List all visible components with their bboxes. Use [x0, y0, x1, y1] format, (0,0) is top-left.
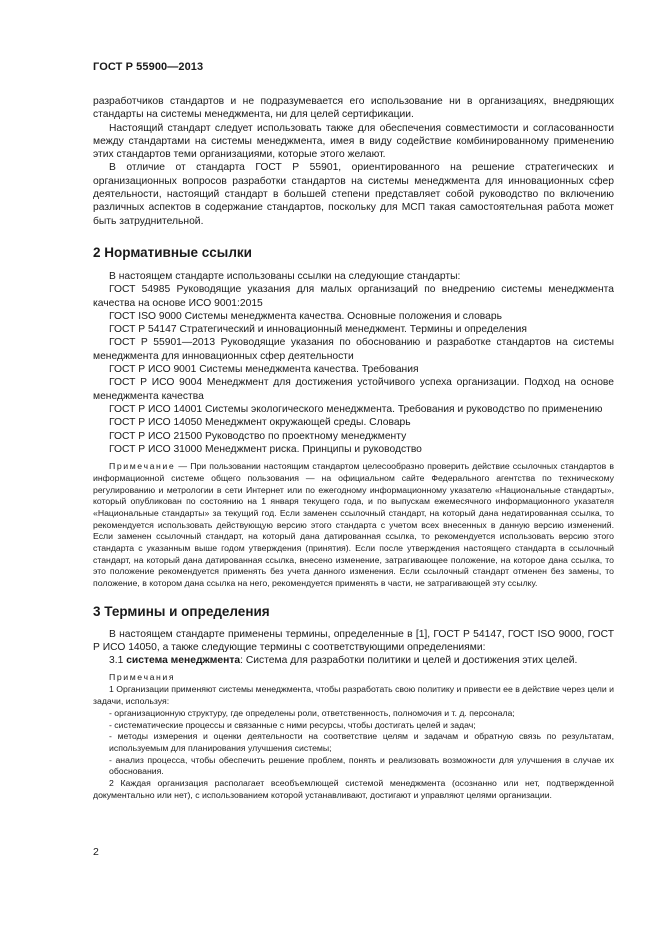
page-number: 2: [93, 846, 99, 858]
reference-item: ГОСТ Р ИСО 31000 Менеджмент риска. Принципы и руководство: [109, 443, 422, 455]
note-label: Примечание: [109, 461, 176, 472]
intro-paragraph: Настоящий стандарт следует использовать также для обеспечения совместимости и согласованности между стандартами на системы менеджмента, имея в виду содействие комбинированному применению этих стандартов теми организациями, которые этого желают.: [93, 122, 614, 161]
document-code-header: ГОСТ Р 55900—2013: [93, 61, 204, 73]
term-note-2: 2 Каждая организация располагает всеобъемлющей системой менеджмента (осознанно или нет, подтвержденной документально или нет), с использованием которой устанавливают, достигают и управляют целями организации.: [93, 778, 614, 800]
reference-item: ГОСТ Р ИСО 14050 Менеджмент окружающей среды. Словарь: [109, 417, 411, 429]
intro-paragraph: разработчиков стандартов и не подразумевается его использование ни в организациях, внедряющих стандарты на системы менеджмента, ни для целей сертификации.: [93, 96, 614, 121]
reference-item: ГОСТ ISO 9000 Системы менеджмента качества. Основные положения и словарь: [109, 310, 502, 322]
reference-item: ГОСТ Р ИСО 14001 Системы экологического менеджмента. Требования и руководство по применению: [109, 403, 603, 415]
note-list-item: - систематические процессы и связанные с ними ресурсы, чтобы достигать целей и задач;: [109, 719, 476, 730]
term-number: 3.1: [109, 655, 127, 667]
intro-paragraph: В отличие от стандарта ГОСТ Р 55901, ориентированного на решение стратегических и организационных вопросов разработки стандартов на системы менеджмента для инновационных сфер деятельности, настоящий стандарт в большей степени представляет собой руководство по включению различных аспектов в содержание стандартов, поскольку для МСП такая самостоятельная работа может быть затруднительной.: [93, 162, 614, 227]
section-heading-normative-references: 2 Нормативные ссылки: [93, 244, 252, 260]
note-text: — При пользовании настоящим стандартом целесообразно проверить действие ссылочных стандартов в информационной системе общего пользования — на официальном сайте Федерального агентства по техническому регулированию и метрологии в сети Интернет или по ежегодному информационному указателю «Национальные стандарты», который опубликован по состоянию на 1 января текущего года, и по выпускам ежемесячного информационного указателя «Национальные стандарты» за текущий год. Если заменен ссылочный стандарт, на который дана недатированная ссылка, то рекомендуется использовать действующую версию этого стандарта с учетом всех внесенных в данную версию изменений. Если заменен ссылочный стандарт, на который дана датированная ссылка, то рекомендуется использовать версию этого стандарта с указанным выше годом утверждения (принятия). Если после утверждения настоящего стандарта в ссылочный стандарт, на который дана датированная ссылка, внесено изменение, затрагивающее положение, на которое дана ссылка, то это положение рекомендуется применять без учета данного изменения. Если ссылочный стандарт отменен без замены, то положение, в котором дана ссылка на него, рекомендуется применять в части, не затрагивающей эту ссылку.: [93, 461, 614, 589]
note-list-item: - методы измерения и оценки деятельности на соответствие целям и задачам и обратную связь по результатам, используемым для планирования улучшения системы;: [109, 731, 614, 753]
references-lead: В настоящем стандарте использованы ссылки на следующие стандарты:: [109, 270, 461, 282]
reference-item: ГОСТ Р ИСО 9001 Системы менеджмента качества. Требования: [109, 364, 419, 376]
reference-item: ГОСТ Р 55901—2013 Руководящие указания по обоснованию и разработке стандартов на системы менеджмента для инновационных сфер деятельности: [93, 337, 614, 362]
term-text: : Система для разработки политики и целей и достижения этих целей.: [240, 655, 578, 667]
term-name: система менеджмента: [126, 655, 241, 667]
reference-item: ГОСТ Р 54147 Стратегический и инновационный менеджмент. Термины и определения: [109, 324, 528, 336]
reference-item: ГОСТ Р ИСО 21500 Руководство по проектному менеджменту: [109, 430, 407, 442]
references-note: [93, 461, 614, 590]
term-note-1: 1 Организации применяют системы менеджмента, чтобы разработать свою политику и привести ее в действие через цели и задачи, используя:: [93, 684, 614, 707]
page-content: [93, 95, 614, 801]
note-list-item: - организационную структуру, где определены роли, ответственность, полномочия и т. д. персонала;: [109, 707, 515, 718]
reference-item: ГОСТ 54985 Руководящие указания для малых организаций по внедрению системы менеджмента качества на основе ИСО 9001:2015: [93, 284, 614, 309]
terms-lead: В настоящем стандарте применены термины, определенные в [1], ГОСТ Р 54147, ГОСТ ISO 9000, ГОСТ Р ИСО 14050, а также следующие термины с соответствующими определениями:: [93, 628, 614, 654]
notes-label: Примечания: [109, 671, 176, 682]
reference-item: ГОСТ Р ИСО 9004 Менеджмент для достижения устойчивого успеха организации. Подход на основе менеджмента качества: [93, 377, 614, 402]
note-list-item: - анализ процесса, чтобы обеспечить решение проблем, понять и реализовать возможности для улучшения в случае их обоснования.: [109, 754, 614, 777]
section-heading-terms: 3 Термины и определения: [93, 603, 270, 619]
term-definition: [93, 654, 614, 667]
